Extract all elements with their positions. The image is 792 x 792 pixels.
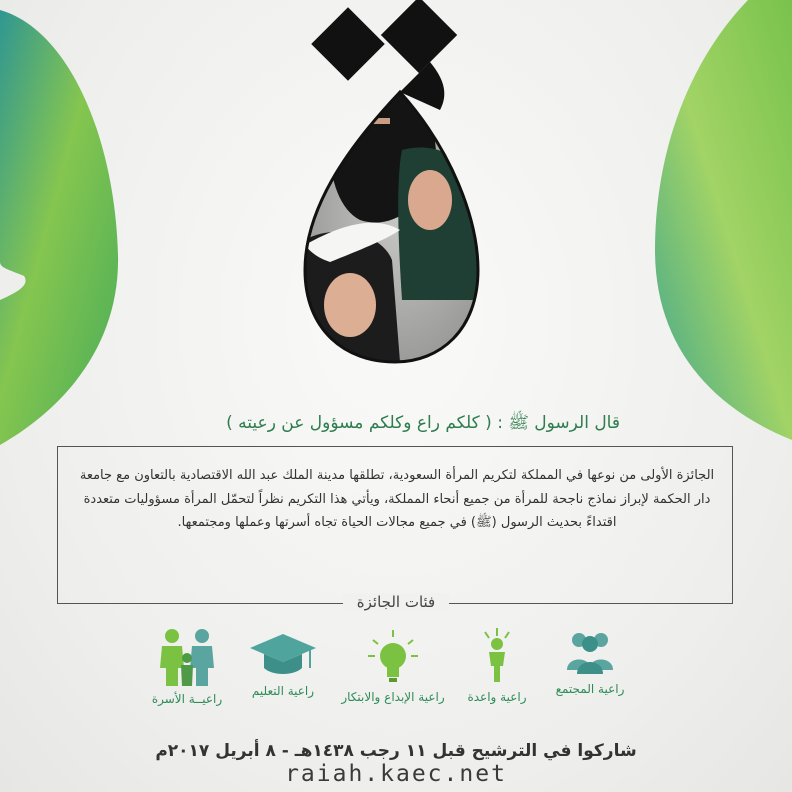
categories-heading-wrap (0, 592, 792, 611)
award-categories (150, 628, 640, 718)
category-label: راعية الإبداع والابتكار (341, 690, 445, 704)
category-label: راعية واعدة (467, 690, 527, 704)
prophet-quote: قال الرسول ﷺ : ( كلكم راع وكلكم مسؤول عن رعيته ) (226, 413, 620, 433)
promising-person-icon (477, 628, 517, 684)
website-link[interactable]: raiah.kaec.net (285, 761, 507, 787)
nomination-call-to-action: شاركوا في الترشيح قبل ١١ رجب ١٤٣٨هـ - ٨ أبريل ٢٠١٧م (155, 741, 637, 761)
award-description: الجائزة الأولى من نوعها في المملكة لتكريم المرأة السعودية، تطلقها مدينة الملك عبد الله الاقتصادية بالتعاون مع جامعة دار الحكمة لإبراز نماذج ناجحة للمرأة من جميع أنحاء المملكة، ويأتي هذا التكريم نظراً لتحمّل المرأة مسؤوليات متعددة اقتداءً بحديث الرسول (ﷺ) في جميع مجالات الحياة تجاه أسرتها وعملها ومجتمعها. (79, 468, 715, 530)
lightbulb-icon (365, 628, 421, 684)
glyph-dot-left (311, 7, 385, 81)
category-promising (442, 628, 552, 704)
graduation-cap-icon (248, 628, 318, 678)
category-education (228, 628, 338, 698)
community-icon (559, 628, 621, 676)
category-label: راعيــة الأسرة (151, 692, 223, 706)
category-label: راعية التعليم (251, 684, 315, 698)
category-creativity (338, 628, 448, 704)
category-label: راعية المجتمع (555, 682, 625, 696)
family-icon (158, 628, 216, 686)
categories-title: فئات الجائزة (343, 593, 449, 611)
category-family (132, 628, 242, 706)
glyph-dot-right (381, 0, 457, 73)
